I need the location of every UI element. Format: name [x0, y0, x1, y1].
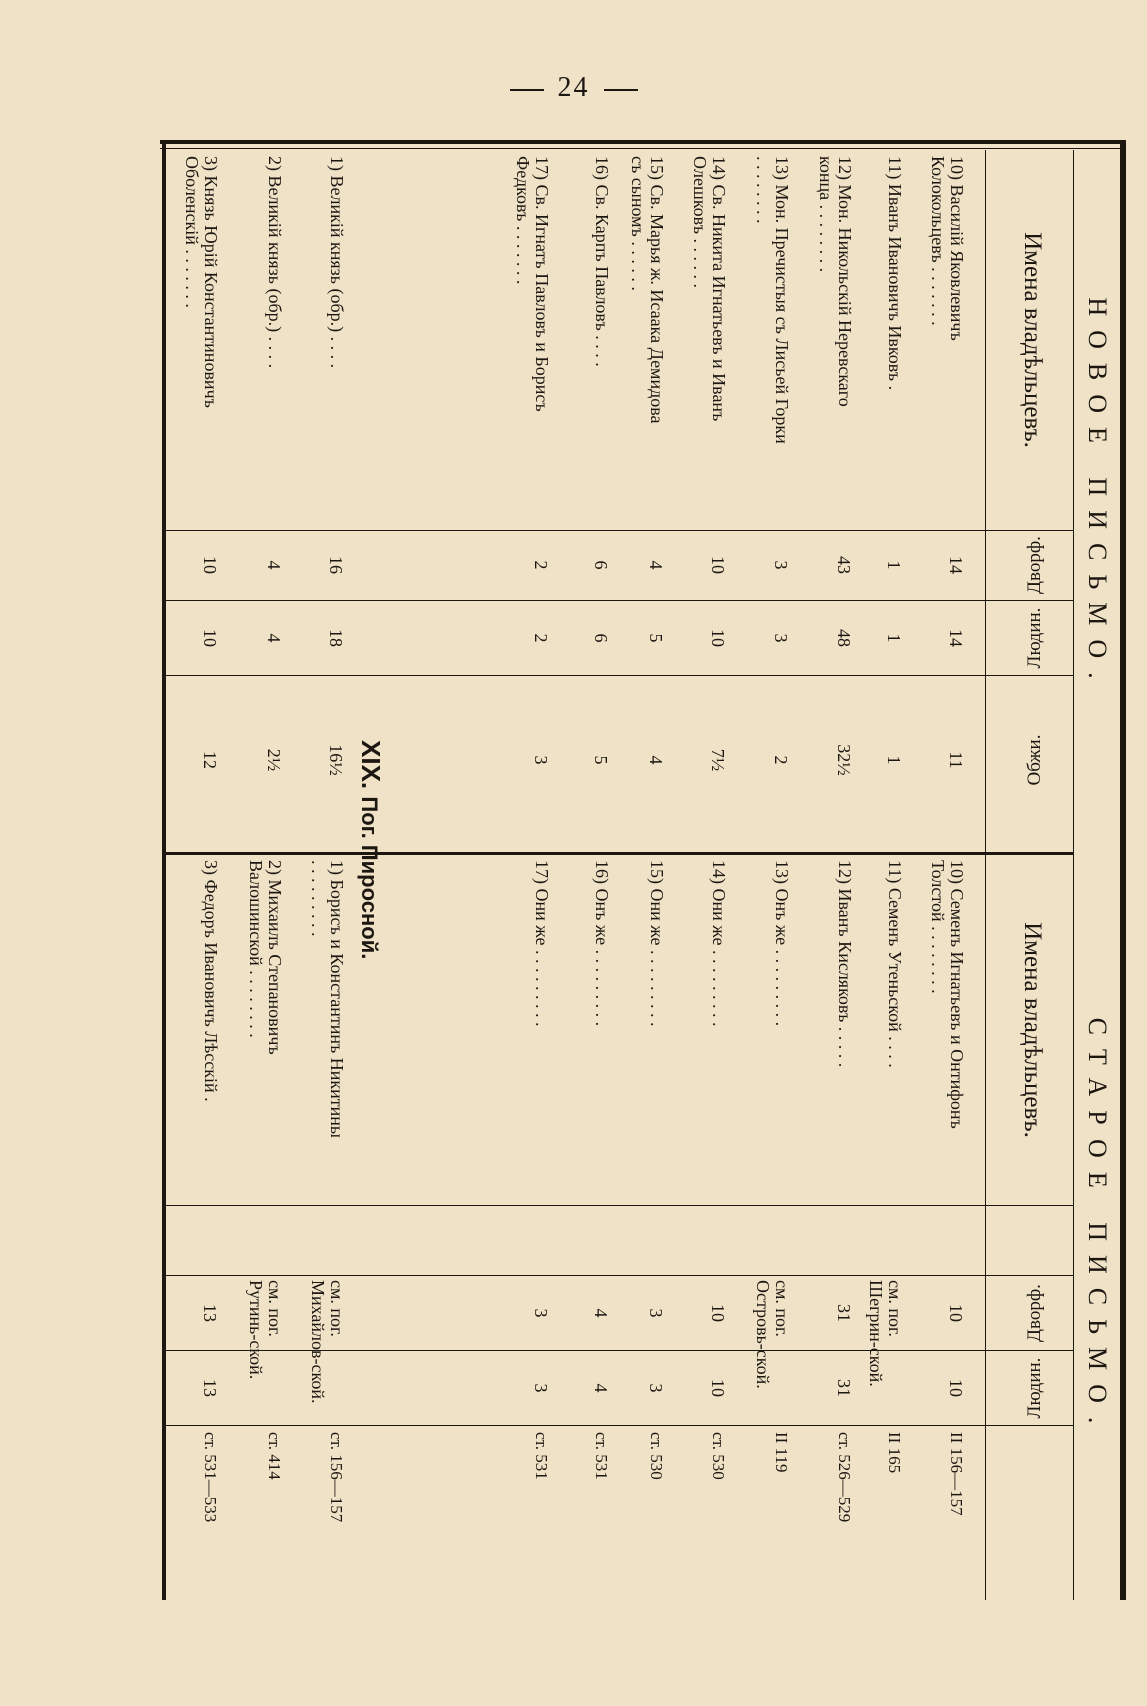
table-cell-obzhi: 2½ — [264, 748, 284, 772]
table-cell-obzhi: 3 — [531, 755, 551, 765]
table-cell-obzhi: 2 — [771, 755, 791, 765]
table-cell-reference: ст. 531—533 — [201, 1432, 220, 1523]
table-row-old-owner: 12) Иванъ Кисляковъ . . . . . — [835, 860, 855, 1068]
group-numeral: XIX. — [356, 740, 386, 790]
table-cell-obzhi: 32½ — [834, 744, 854, 776]
table-bottom-border — [162, 140, 166, 1600]
table-cell-reference: II 156—157 — [947, 1432, 966, 1516]
header-dvor-old: Дворф. — [1024, 1284, 1045, 1342]
table-cell-reference: ст. 530 — [709, 1432, 728, 1480]
table-cell-olyudi: 13 — [200, 1379, 220, 1397]
table-cell-obzhi: 7½ — [708, 748, 728, 772]
table-frame — [160, 140, 1126, 1600]
table-cell-odvor: 4 — [591, 1308, 611, 1318]
table-row-old-owner: 10) Семенъ Игнатьевъ и Онтифонъ Толстой . . . . . . . . — [928, 860, 967, 1129]
col-rule-odvor — [164, 1275, 1074, 1276]
table-cell-dvor: 4 — [264, 560, 284, 570]
table-cell-obzhi: 16½ — [326, 744, 346, 776]
table-cell-olyudi: 10 — [946, 1379, 966, 1397]
table-cell-reference: II 119 — [772, 1432, 791, 1473]
table-cell-odvor: 31 — [834, 1304, 854, 1322]
table-cell-lyudi: 6 — [591, 633, 611, 643]
new-writing-title: НОВОЕ ПИСЬМО. — [1083, 297, 1112, 693]
col-rule-oobzhi — [164, 1425, 1074, 1426]
table-cell-lyudi: 10 — [200, 629, 220, 647]
table-cell-reference: ст. 526—529 — [835, 1432, 854, 1523]
table-cell-see-reference: см. пог. Рутинь-ской. — [246, 1280, 285, 1380]
table-row-old-owner: 16) Онъ же . . . . . . . . . — [592, 860, 612, 1027]
table-cell-reference: ст. 414 — [265, 1432, 284, 1480]
table-cell-lyudi: 4 — [264, 633, 284, 643]
header-dvor-new: Дворф. — [1024, 536, 1045, 594]
col-rule-olyudi — [164, 1350, 1074, 1351]
table-cell-dvor: 16 — [326, 556, 346, 574]
table-cell-odvor: 10 — [708, 1304, 728, 1322]
table-row-old-owner: 13) Онъ же . . . . . . . . . — [772, 860, 792, 1027]
table-cell-odvor: 13 — [200, 1304, 220, 1322]
table-cell-dvor: 10 — [200, 556, 220, 574]
table-cell-reference: ст. 530 — [647, 1432, 666, 1480]
table-cell-olyudi: 4 — [591, 1383, 611, 1393]
table-cell-reference: ст. 531 — [592, 1432, 611, 1480]
group-label: Пог. Пиросной. — [357, 796, 382, 960]
table-cell-obzhi: 12 — [200, 751, 220, 769]
table-cell-see-reference: см. пог. Островь-ской. — [753, 1280, 792, 1389]
header-owners-new: Имена владѣльцевъ. — [1019, 232, 1046, 448]
table-cell-obzhi: 11 — [946, 751, 966, 769]
group-header — [355, 740, 386, 959]
header-lyudi-old: Людин. — [1024, 1357, 1045, 1419]
table-cell-dvor: 10 — [708, 556, 728, 574]
table-cell-olyudi: 3 — [646, 1383, 666, 1393]
table-row-old-owner: 1) Борисъ и Константинъ Никитины . . . . . . . . . — [308, 860, 347, 1139]
table-row-old-owner: 14) Они же . . . . . . . . . — [709, 860, 729, 1027]
table-cell-dvor: 1 — [884, 560, 904, 570]
table-cell-lyudi: 3 — [771, 633, 791, 643]
table-left-border — [160, 140, 1126, 144]
table-row-new-owner: 3) Князь Юрiй Константиновичъ Оболенскiй . . . . . . . — [182, 156, 221, 408]
table-row-new-owner: 2) Великiй князь (обр.) . . . . — [265, 156, 285, 369]
subheader-rule — [985, 150, 986, 1600]
rotated-table — [160, 140, 1126, 1600]
table-cell-see-reference: см. пог. Михайлов-ской. — [308, 1280, 347, 1404]
col-rule-old-owners — [164, 1205, 1074, 1206]
table-row-new-owner: 14) Св. Никита Игнатьевъ и Иванъ Олешковъ . . . . . . — [690, 156, 729, 422]
table-cell-olyudi: 31 — [834, 1379, 854, 1397]
table-left-border-thin — [160, 148, 1126, 149]
table-row-old-owner: 2) Михаилъ Степановичъ Валошинской . . . . . . . . — [246, 860, 285, 1055]
table-cell-lyudi: 48 — [834, 629, 854, 647]
page-number — [0, 72, 1147, 104]
table-cell-dvor: 2 — [531, 560, 551, 570]
table-cell-reference: ст. 156—157 — [327, 1432, 346, 1523]
table-row-new-owner: 10) Василiй Яковлевичъ Колокольцевъ . . . . . . . — [928, 156, 967, 341]
col-rule-dvor — [164, 600, 1074, 601]
table-top-border — [1120, 140, 1126, 1600]
table-row-old-owner: 3) Федоръ Ивановичъ Лѣсскiй . — [201, 860, 221, 1102]
col-rule-lyudi — [164, 675, 1074, 676]
table-row-new-owner: 17) Св. Игнатъ Павловъ и Борисъ Федковъ . . . . . . . — [513, 156, 552, 412]
table-row-new-owner: 16) Св. Карпъ Павловъ . . . . — [592, 156, 612, 367]
table-cell-see-reference: см. пог. Шегрин-ской. — [866, 1280, 905, 1387]
table-cell-dvor: 14 — [946, 556, 966, 574]
old-writing-title: СТАРОЕ ПИСЬМО. — [1083, 1017, 1112, 1438]
table-cell-obzhi: 4 — [646, 755, 666, 765]
table-row-new-owner: 15) Св. Марья ж. Исаака Демидова съ сыномъ . . . . . . — [628, 156, 667, 424]
table-cell-olyudi: 10 — [708, 1379, 728, 1397]
page-number-text: 24 — [557, 72, 590, 103]
table-row-new-owner: 13) Мон. Пречистыя съ Лисьей Горки . . . . . . . . — [753, 156, 792, 444]
table-cell-odvor: 10 — [946, 1304, 966, 1322]
col-rule-middle — [164, 852, 1074, 855]
table-cell-reference: II 165 — [885, 1432, 904, 1474]
table-cell-olyudi: 3 — [531, 1383, 551, 1393]
table-cell-lyudi: 18 — [326, 629, 346, 647]
table-cell-odvor: 3 — [531, 1308, 551, 1318]
table-cell-lyudi: 2 — [531, 633, 551, 643]
header-obzhi-new: Обжи. — [1024, 734, 1045, 786]
table-row-old-owner: 15) Они же . . . . . . . . . — [647, 860, 667, 1027]
table-row-new-owner: 11) Иванъ Ивановичъ Ивковъ . — [885, 156, 905, 391]
table-cell-odvor: 3 — [646, 1308, 666, 1318]
table-row-old-owner: 11) Семенъ Утеньской . . . . — [885, 860, 905, 1068]
dash-right — [604, 89, 638, 91]
table-cell-lyudi: 10 — [708, 629, 728, 647]
table-cell-obzhi: 5 — [591, 755, 611, 765]
table-cell-dvor: 4 — [646, 560, 666, 570]
table-cell-lyudi: 5 — [646, 633, 666, 643]
table-cell-dvor: 6 — [591, 560, 611, 570]
table-row-new-owner: 1) Великiй князь (обр.) . . . . — [327, 156, 347, 369]
table-cell-obzhi: 1 — [884, 755, 904, 765]
table-row-new-owner: 12) Мон. Никольскiй Неревскаго конца . . . . . . . . — [816, 156, 855, 407]
table-cell-lyudi: 1 — [884, 633, 904, 643]
table-cell-lyudi: 14 — [946, 629, 966, 647]
table-cell-dvor: 3 — [771, 560, 791, 570]
table-row-old-owner: 17) Они же . . . . . . . . . — [532, 860, 552, 1027]
header-owners-old: Имена владѣльцевъ. — [1019, 922, 1046, 1138]
col-rule-owners — [164, 530, 1074, 531]
table-cell-reference: ст. 531 — [532, 1432, 551, 1480]
dash-left — [510, 89, 544, 91]
header-rule — [1073, 150, 1074, 1600]
table-cell-dvor: 43 — [834, 556, 854, 574]
header-lyudi-new: Людин. — [1024, 607, 1045, 669]
